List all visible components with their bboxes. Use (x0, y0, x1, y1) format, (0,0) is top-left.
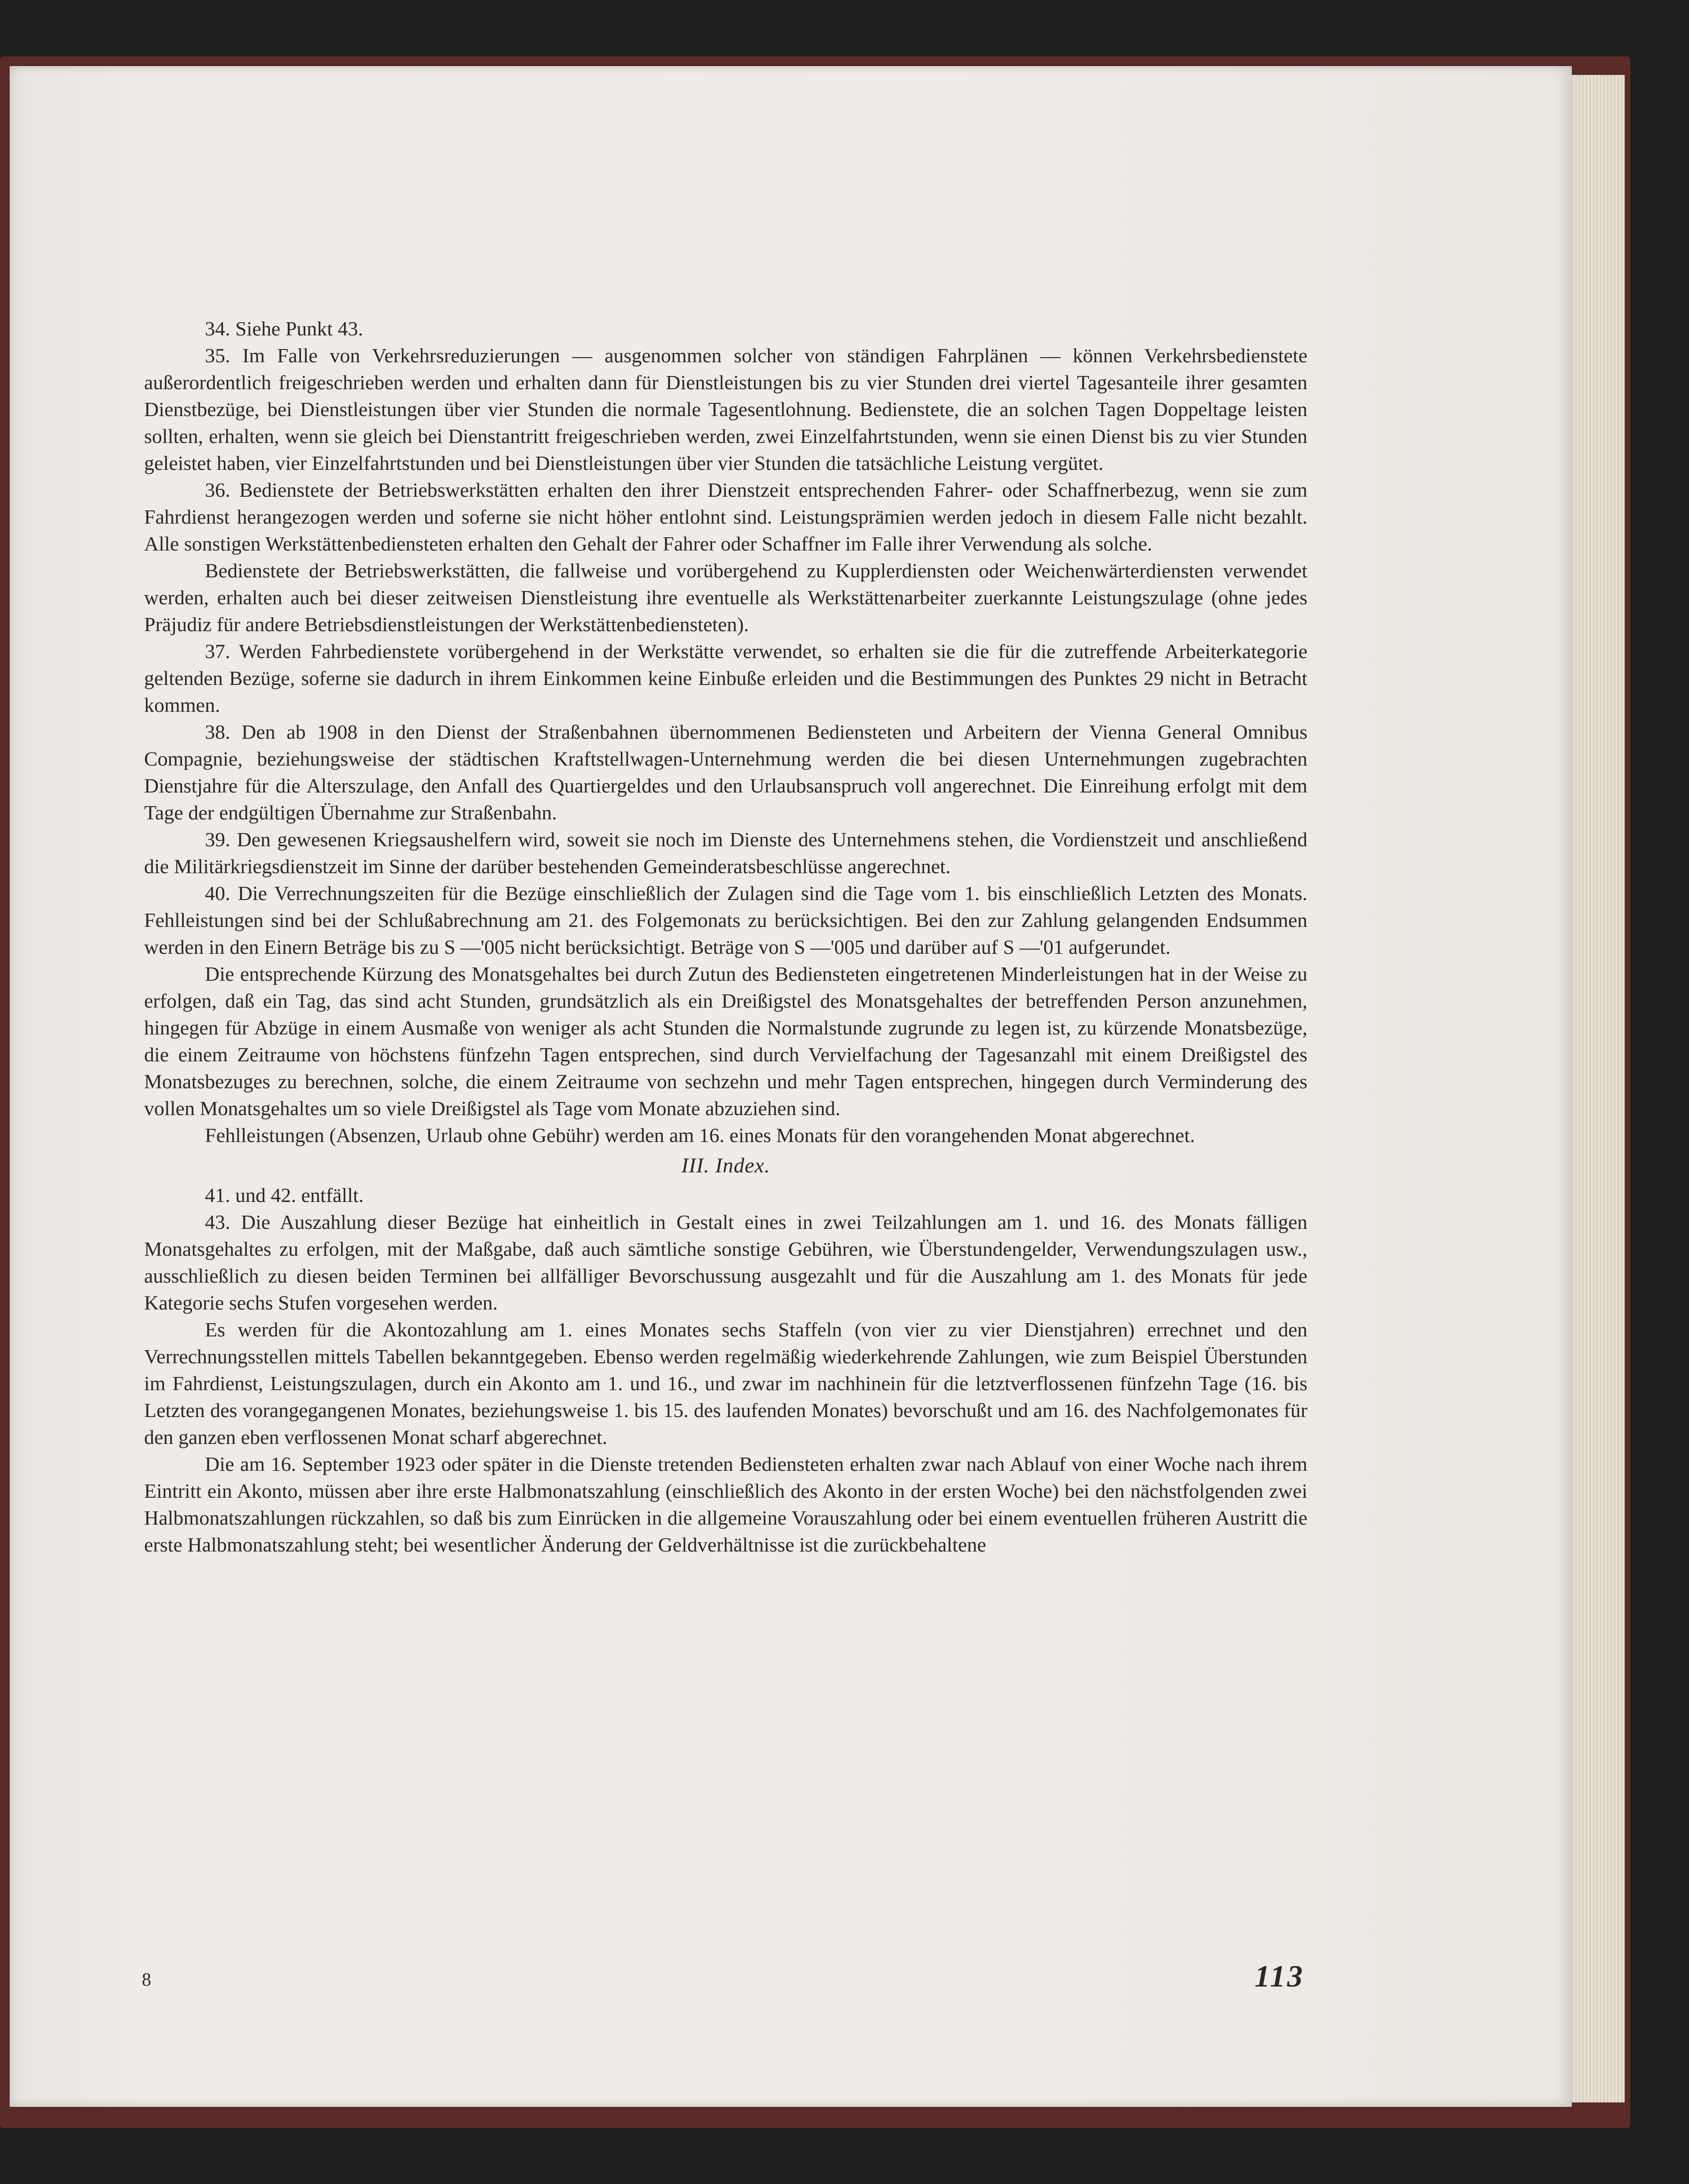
page-number: 113 (1255, 1960, 1305, 1994)
paragraph-43-september: Die am 16. September 1923 oder später in die Dienste tretenden Bediensteten erhalten zwar nach Ablauf von einer Woche nach ihrem Eintritt ein Akonto, müssen aber ihre erste Halbmonatszahlung (einschließlich des Akonto in der ersten Woche) bei den nächstfolgenden zwei Halbmonatszahlungen rückzahlen, so daß bis zum Einrücken in die allgemeine Vorauszahlung oder bei einem eventuellen früheren Austritt die erste Halbmonatszahlung steht; bei wesentlicher Änderung der Geldverhältnisse ist die zurückbehaltene (144, 1453, 1307, 1556)
book-page (10, 66, 1572, 2107)
paragraph-39: 39. Den gewesenen Kriegsaushelfern wird, soweit sie noch im Dienste des Unternehmens stehen, die Vordienstzeit und anschließend die Militärkriegsdienstzeit im Sinne der darüber bestehenden Gemeinderatsbeschlüsse angerechnet. (144, 828, 1307, 878)
paragraph-40: 40. Die Verrechnungszeiten für die Bezüge einschließlich der Zulagen sind die Tage vom 1. bis einschließlich Letzten des Monats. Fehlleistungen sind bei der Schlußabrechnung am 21. des Folgemonats zu berücksichtigen. Bei den zur Zahlung gelangenden Endsummen werden in den Einern Beträge bis zu S —'005 nicht berücksichtigt. Beträge von S —'005 und darüber auf S —'01 aufgerundet. (144, 882, 1307, 958)
paragraph-34: 34. Siehe Punkt 43. (205, 317, 364, 340)
paragraph-36: 36. Bedienstete der Betriebswerkstätten erhalten den ihrer Dienstzeit entsprechenden Fahrer- oder Schaffnerbezug, wenn sie zum Fahrdienst herangezogen werden und soferne sie nicht höher entlohnt sind. Leistungsprämien werden jedoch in diesem Falle nicht bezahlt. Alle sonstigen Werkstättenbediensteten erhalten den Gehalt der Fahrer oder Schaffner im Falle ihrer Verwendung als solche. (144, 479, 1307, 555)
paragraph-43-akonto: Es werden für die Akontozahlung am 1. eines Monates sechs Staffeln (von vier zu vier Dienstjahren) errechnet und den Verrechnungsstellen mittels Tabellen bekanntgegeben. Ebenso werden regelmäßig wiederkehrende Zahlungen, wie zum Beispiel Überstunden im Fahrdienst, Leistungszulagen, durch ein Akonto am 1. und 16., und zwar im nachhinein für die letztverflossenen fünfzehn Tage (16. bis Letzten des vorangegangenen Monates, beziehungsweise 1. bis 15. des laufenden Monates) bevorschußt und am 16. des Nachfolgemonates für den ganzen eben verflossenen Monat scharf abgerechnet. (144, 1318, 1307, 1448)
paragraph-43: 43. Die Auszahlung dieser Bezüge hat einheitlich in Gestalt eines in zwei Teilzahlungen am 1. und 16. des Monats fälligen Monatsgehaltes zu erfolgen, mit der Maßgabe, daß auch sämtliche sonstige Gebühren, wie Überstundengelder, Verwendungszulagen usw., ausschließlich zu diesen beiden Terminen bei allfälliger Bevorschussung ausgezahlt und für die Auszahlung am 1. des Monats für jede Kategorie sechs Stufen vorgesehen werden. (144, 1211, 1307, 1314)
paragraph-40-cont: Die entsprechende Kürzung des Monatsgehaltes bei durch Zutun des Bediensteten eingetretenen Minderleistungen hat in der Weise zu erfolgen, daß ein Tag, das sind acht Stunden, grundsätzlich als ein Dreißigstel des Monatsgehaltes der betreffenden Person anzunehmen, hingegen für Abzüge in einem Ausmaße von weniger als acht Stunden die Normalstunde zugrunde zu legen ist, zu kürzende Monatsbezüge, die einem Zeitraume von höchstens fünfzehn Tagen entsprechen, sind durch Vervielfachung der Tagesanzahl mit einem Dreißigstel des Monatsbezuges zu berechnen, solche, die einem Zeitraume von sechzehn und mehr Tagen entsprechen, hingegen durch Verminderung des vollen Monatsgehaltes um so viele Dreißigstel als Tage vom Monate abzuziehen sind. (144, 963, 1307, 1120)
page-text (144, 315, 1307, 1558)
section-heading: III. Index. (681, 1154, 770, 1177)
page-edges (1569, 75, 1625, 2102)
signature-mark: 8 (142, 1970, 151, 1990)
paragraph-41-42: 41. und 42. entfällt. (205, 1184, 364, 1206)
paragraph-37: 37. Werden Fahrbedienstete vorübergehend in der Werkstätte verwendet, so erhalten sie die für die zutreffende Arbeiterkategorie geltenden Bezüge, soferne sie dadurch in ihrem Einkommen keine Einbuße erleiden und die Bestimmungen des Punktes 29 nicht in Betracht kommen. (144, 640, 1307, 716)
paragraph-35: 35. Im Falle von Verkehrsreduzierungen — ausgenommen solcher von ständigen Fahrplänen — können Verkehrsbedienstete außerordentlich freigeschrieben werden und erhalten dann für Dienstleistungen bis zu vier Stunden drei viertel Tagesanteile ihrer gesamten Dienstbezüge, bei Dienstleistungen über vier Stunden die normale Tagesentlohnung. Bedienstete, die an solchen Tagen Doppeltage leisten sollten, erhalten, wenn sie gleich bei Dienstantritt freigeschrieben werden, zwei Einzelfahrtstunden, wenn sie einen Dienst bis zu vier Stunden geleistet haben, vier Einzelfahrtstunden und bei Dienstleistungen über vier Stunden die tatsächliche Leistung vergütet. (144, 344, 1307, 474)
paragraph-36-cont: Bedienstete der Betriebswerkstätten, die fallweise und vorübergehend zu Kupplerdiensten oder Weichenwärterdiensten verwendet werden, erhalten auch bei dieser zeitweisen Dienstleistung ihre eventuelle als Werkstättenarbeiter zuerkannte Leistungszulage (ohne jedes Präjudiz für andere Betriebsdienstleistungen der Werkstättenbediensteten). (144, 559, 1307, 636)
paragraph-38: 38. Den ab 1908 in den Dienst der Straßenbahnen übernommenen Bediensteten und Arbeitern der Vienna General Omnibus Compagnie, beziehungsweise der städtischen Kraftstellwagen-Unternehmung werden die bei diesen Unternehmungen zugebrachten Dienstjahre für die Alterszulage, den Anfall des Quartiergeldes und den Urlaubsanspruch voll angerechnet. Die Einreihung erfolgt mit dem Tage der endgültigen Übernahme zur Straßenbahn. (144, 721, 1307, 824)
paragraph-40-fehlleistungen: Fehlleistungen (Absenzen, Urlaub ohne Gebühr) werden am 16. eines Monats für den vorangehenden Monat abgerechnet. (205, 1124, 1195, 1146)
